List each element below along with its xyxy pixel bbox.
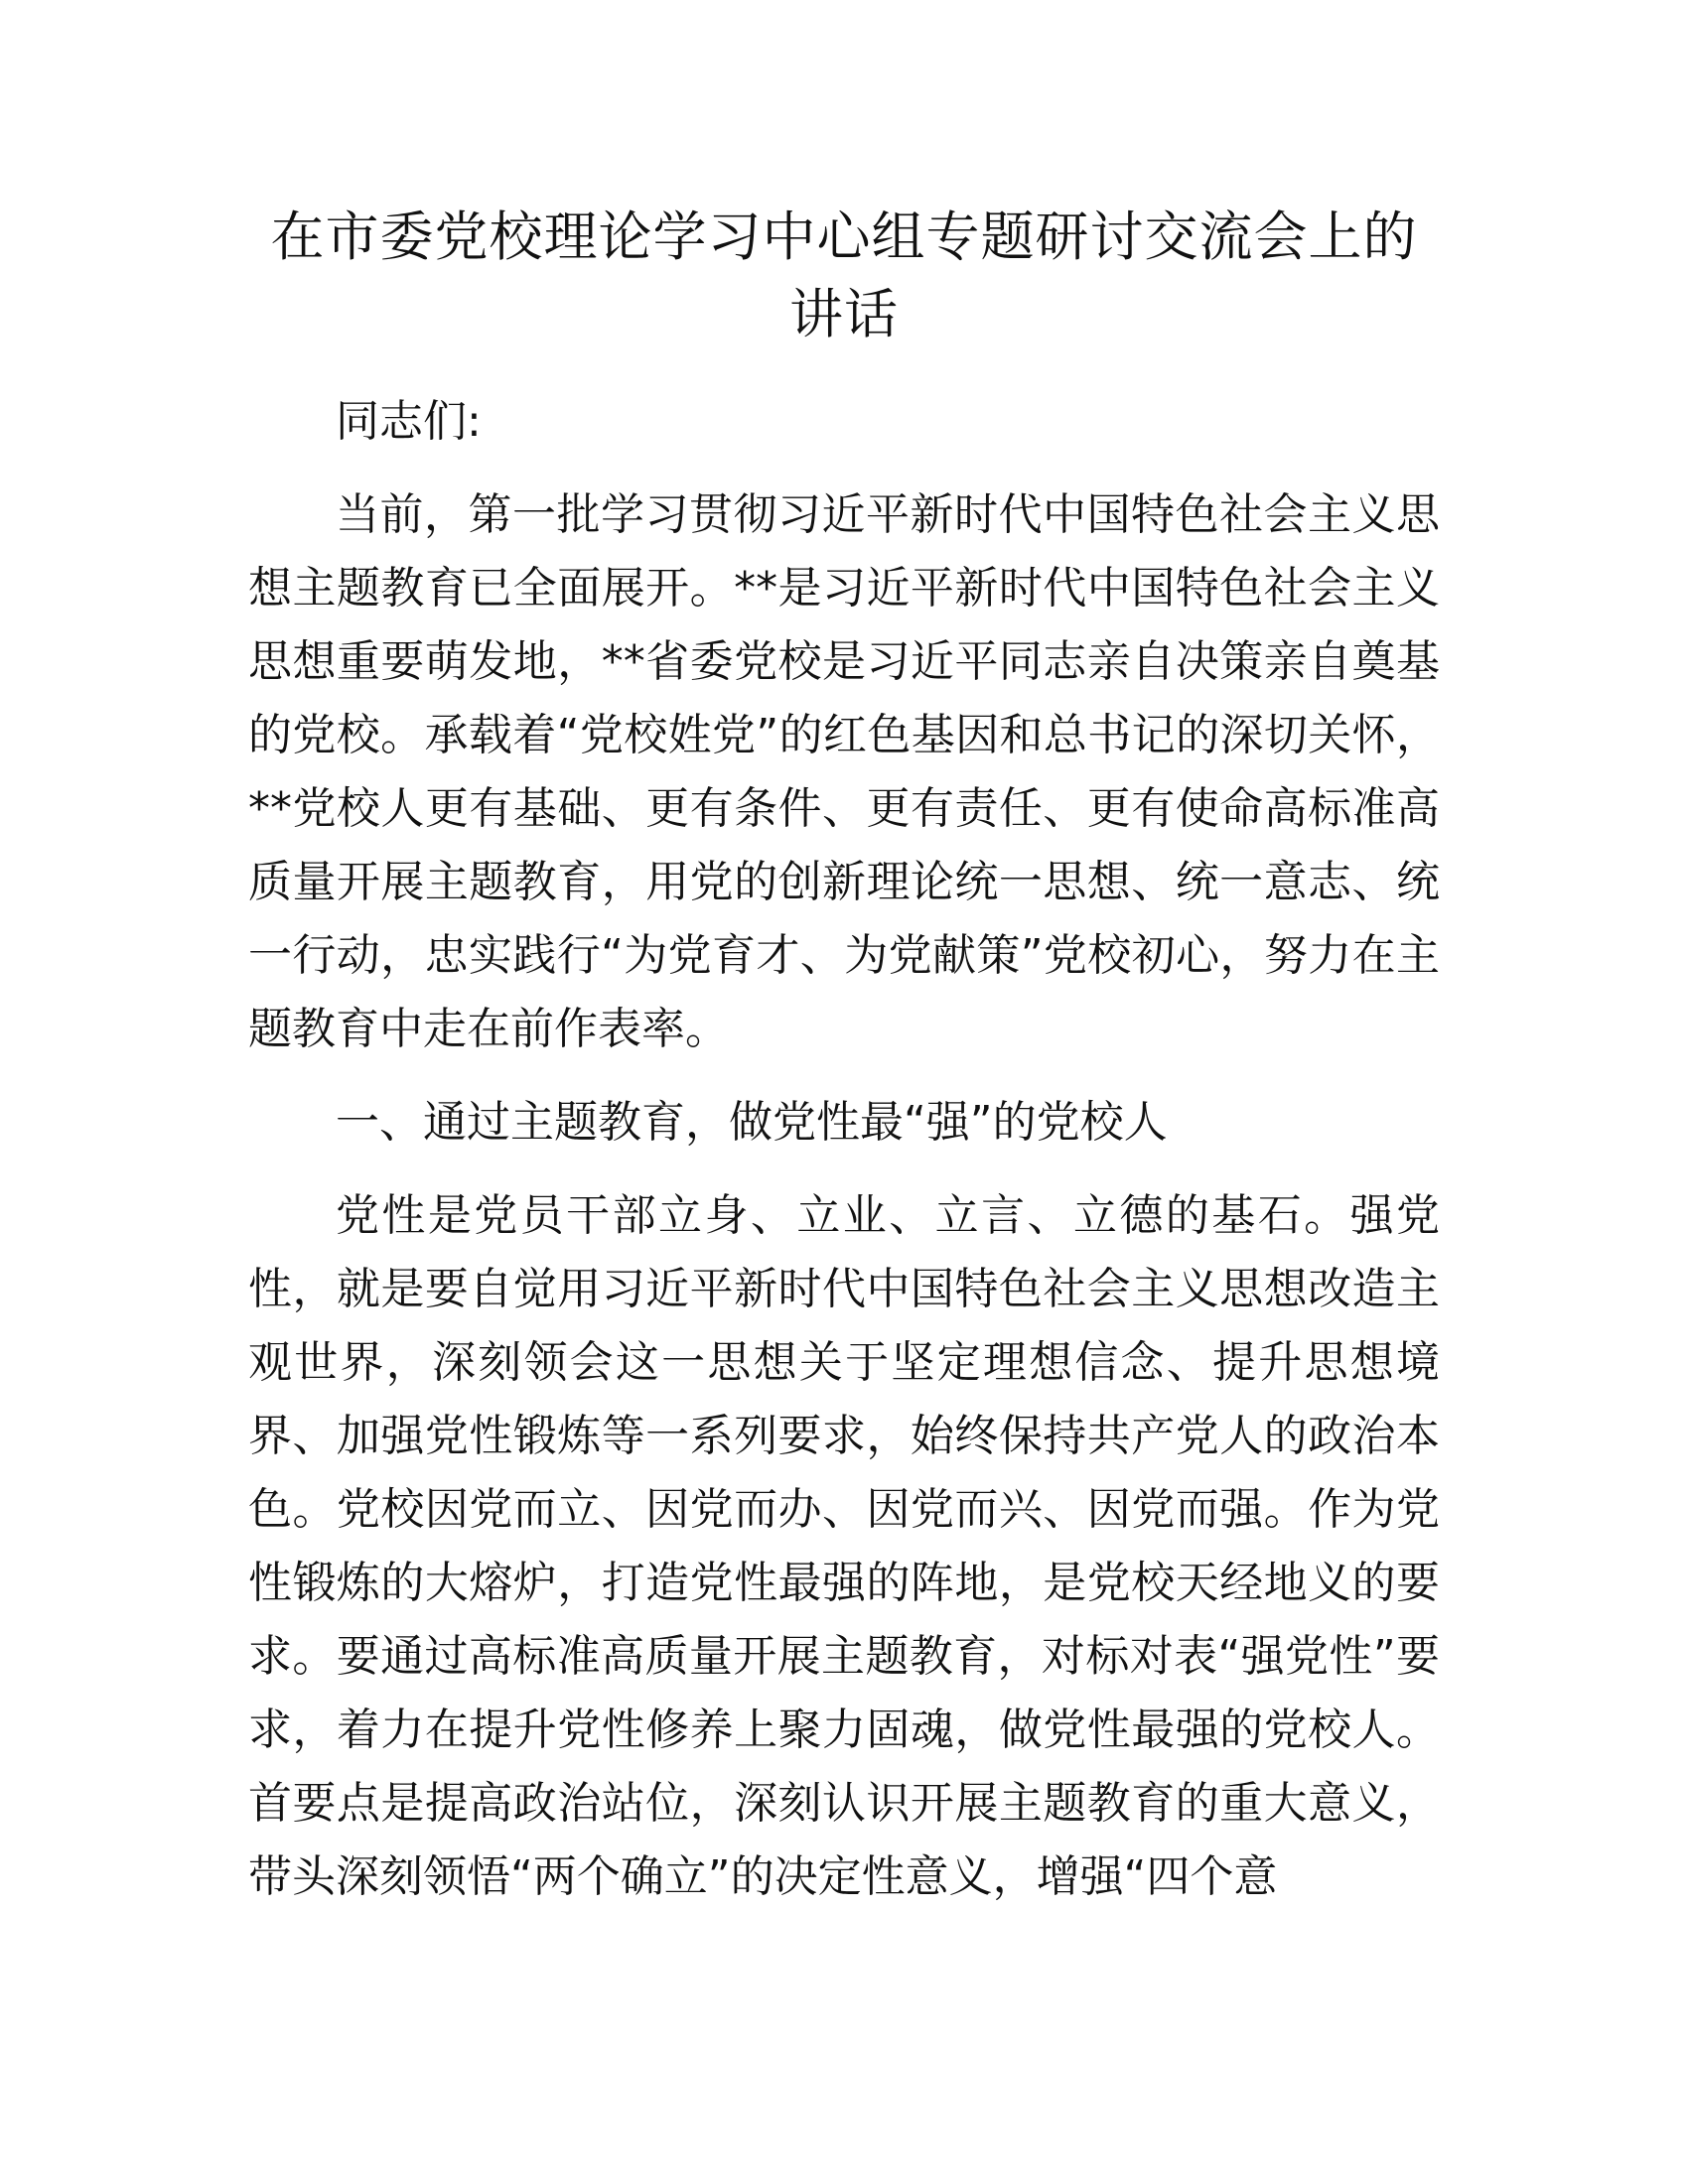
document-body: [248, 385, 1440, 1934]
paragraph-intro: 当前，第一批学习贯彻习近平新时代中国特色社会主义思想主题教育已全面展开。**是习近平新时代中国特色社会主义思想重要萌发地，**省委党校是习近平同志亲自决策亲自奠基的党校。承载着“党校姓党”的红色基因和总书记的深切关怀，**党校人更有基础、更有条件、更有责任、更有使命高标准高质量开展主题教育，用党的创新理论统一思想、统一意志、统一行动，忠实践行“为党育才、为党献策”党校初心，努力在主题教育中走在前作表率。: [248, 489, 1440, 1054]
salutation: 同志们:: [336, 396, 482, 447]
document-title: 在市委党校理论学习中心组专题研讨交流会上的讲话: [270, 205, 1418, 345]
paragraph-section-1: 党性是党员干部立身、立业、立言、立德的基石。强党性，就是要自觉用习近平新时代中国特色社会主义思想改造主观世界，深刻领会这一思想关于坚定理想信念、提升思想境界、加强党性锻炼等一系列要求，始终保持共产党人的政治本色。党校因党而立、因党而办、因党而兴、因党而强。作为党性锻炼的大熔炉，打造党性最强的阵地，是党校天经地义的要求。要通过高标准高质量开展主题教育，对标对表“强党性”要求，着力在提升党性修养上聚力固魂，做党性最强的党校人。首要点是提高政治站位，深刻认识开展主题教育的重大意义，带头深刻领悟“两个确立”的决定性意义，增强“四个意: [248, 1190, 1440, 1902]
section-heading-1: 一、通过主题教育，做党性最“强”的党校人: [336, 1097, 1168, 1148]
